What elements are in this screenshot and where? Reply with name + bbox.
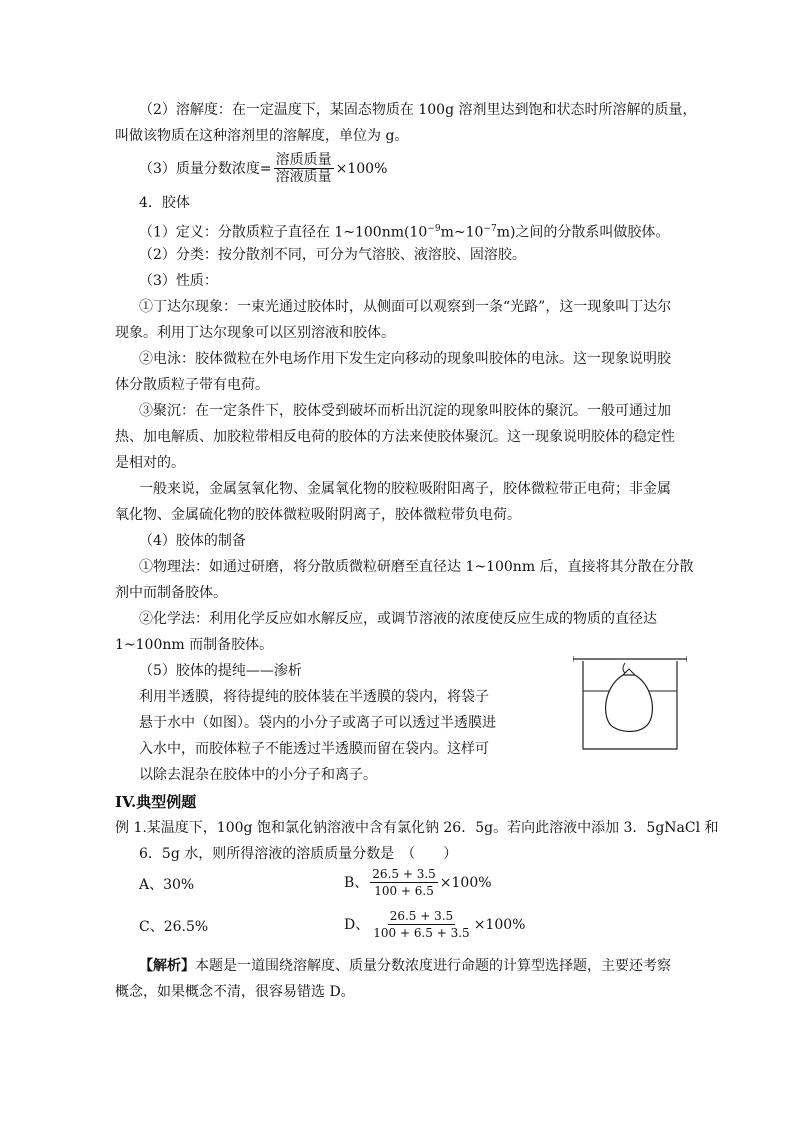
mass-fraction-formula (139, 152, 387, 185)
colloid-title: 4．胶体 (139, 195, 190, 211)
physical-line-2: 剂中而制备胶体。 (115, 585, 227, 601)
tyndall-line-1: ①丁达尔现象：一束光通过胶体时，从侧面可以观察到一条“光路”，这一现象叫丁达尔 (139, 299, 672, 315)
analysis-tag: 【解析】 (139, 958, 195, 974)
analysis-text-1: 本题是一道围绕溶解度、质量分数浓度进行命题的计算型选择题，主要还考察 (195, 958, 671, 974)
option-d-denominator: 100 + 6.5 + 3.5 (373, 926, 470, 940)
dialysis-figure (573, 653, 687, 753)
tyndall-line-2: 现象。利用丁达尔现象可以区别溶液和胶体。 (115, 325, 395, 341)
coagulation-line-2: 热、加电解质、加胶粒带相反电荷的胶体的方法来使胶体聚沉。这一现象说明胶体的稳定性 (115, 429, 675, 445)
electrophoresis-line-1: ②电泳：胶体微粒在外电场作用下发生定向移动的现象叫胶体的电泳。这一现象说明胶 (139, 351, 671, 367)
option-b-label: B、 (344, 874, 369, 891)
examples-heading: IV.典型例题 (115, 793, 197, 811)
chemical-line-1: ②化学法：利用化学反应如水解反应，或调节溶液的浓度使反应生成的物质的直径达 (139, 611, 657, 627)
colloid-properties-title: （3）性质： (139, 273, 218, 289)
option-d (344, 908, 525, 941)
option-c: C、26.5% (139, 919, 209, 935)
purify-line-3: 入水中，而胶体粒子不能透过半透膜而留在袋内。这样可 (139, 741, 489, 757)
colloid-classification: （2）分类：按分散剂不同，可分为气溶胶、液溶胶、固溶胶。 (139, 247, 526, 263)
physical-line-1: ①物理法：如通过研磨，将分散质微粒研磨至直径达 1~100nm 后，直接将其分散在分散 (139, 559, 694, 575)
solubility-line-2: 叫做该物质在这种溶剂里的溶解度，单位为 g。 (115, 128, 409, 144)
question-1-line-1: 例 1.某温度下，100g 饱和氯化钠溶液中含有氯化钠 26．5g。若向此溶液中添加 3．5gNaCl 和 (115, 820, 719, 836)
option-d-suffix: ×100% (473, 916, 526, 933)
analysis-line-1 (139, 956, 671, 976)
exponent-1: −9 (427, 224, 441, 234)
mass-fraction-suffix: ×100% (335, 160, 388, 177)
mass-fraction-numerator: 溶质质量 (275, 152, 332, 168)
option-b (344, 866, 492, 899)
purify-line-1: 利用半透膜，将待提纯的胶体装在半透膜的袋内，将袋子 (139, 689, 489, 705)
definition-part-a: （1）定义：分散质粒子直径在 1~100nm(10 (139, 224, 428, 241)
hanging-string (623, 663, 625, 673)
definition-part-b: m~10 (440, 224, 484, 241)
coagulation-line-1: ③聚沉：在一定条件下，胶体受到破坏而析出沉淀的现象叫胶体的聚沉。一般可通过加 (139, 403, 671, 419)
option-b-suffix: ×100% (439, 874, 492, 891)
coagulation-line-3: 是相对的。 (115, 455, 185, 471)
option-b-fraction (370, 866, 438, 899)
option-b-numerator: 26.5 + 3.5 (372, 867, 436, 881)
colloid-definition (139, 219, 669, 243)
mass-fraction-fraction (274, 152, 334, 185)
option-a: A、30% (139, 877, 195, 893)
chemical-line-2: 1~100nm 而制备胶体。 (115, 637, 274, 653)
option-d-label: D、 (344, 916, 370, 933)
purify-line-2: 悬于水中（如图）。袋内的小分子或离子可以透过半透膜进 (139, 715, 496, 731)
purify-line-4: 以除去混杂在胶体中的小分子和离子。 (139, 767, 377, 783)
definition-part-c: m)之间的分散系叫做胶体。 (496, 224, 670, 241)
general-line-2: 氧化物、金属硫化物的胶体微粒吸附阴离子，胶体微粒带负电荷。 (115, 507, 521, 523)
question-1-line-2: 6．5g 水，则所得溶液的溶质质量分数是 （ ） (139, 846, 458, 862)
solubility-line-1: （2）溶解度：在一定温度下，某固态物质在 100g 溶剂里达到饱和状态时所溶解的质量， (139, 102, 697, 118)
purify-title: （5）胶体的提纯——渗析 (139, 663, 302, 679)
electrophoresis-line-2: 体分散质粒子带有电荷。 (115, 377, 269, 393)
mass-fraction-denominator: 溶液质量 (275, 169, 332, 185)
option-b-denominator: 100 + 6.5 (374, 884, 434, 898)
option-d-numerator: 26.5 + 3.5 (389, 909, 454, 923)
general-line-1: 一般来说，金属氢氧化物、金属氧化物的胶粒吸附阳离子，胶体微粒带正电荷；非金属 (139, 481, 671, 497)
mass-fraction-prefix: （3）质量分数浓度= (139, 160, 272, 177)
option-d-fraction (371, 908, 471, 941)
semipermeable-bag (606, 675, 653, 732)
prep-title: （4）胶体的制备 (139, 533, 246, 549)
exponent-2: −7 (483, 224, 497, 234)
bag-knot (623, 669, 635, 675)
analysis-line-2: 概念，如果概念不清，很容易错选 D。 (115, 984, 355, 1000)
